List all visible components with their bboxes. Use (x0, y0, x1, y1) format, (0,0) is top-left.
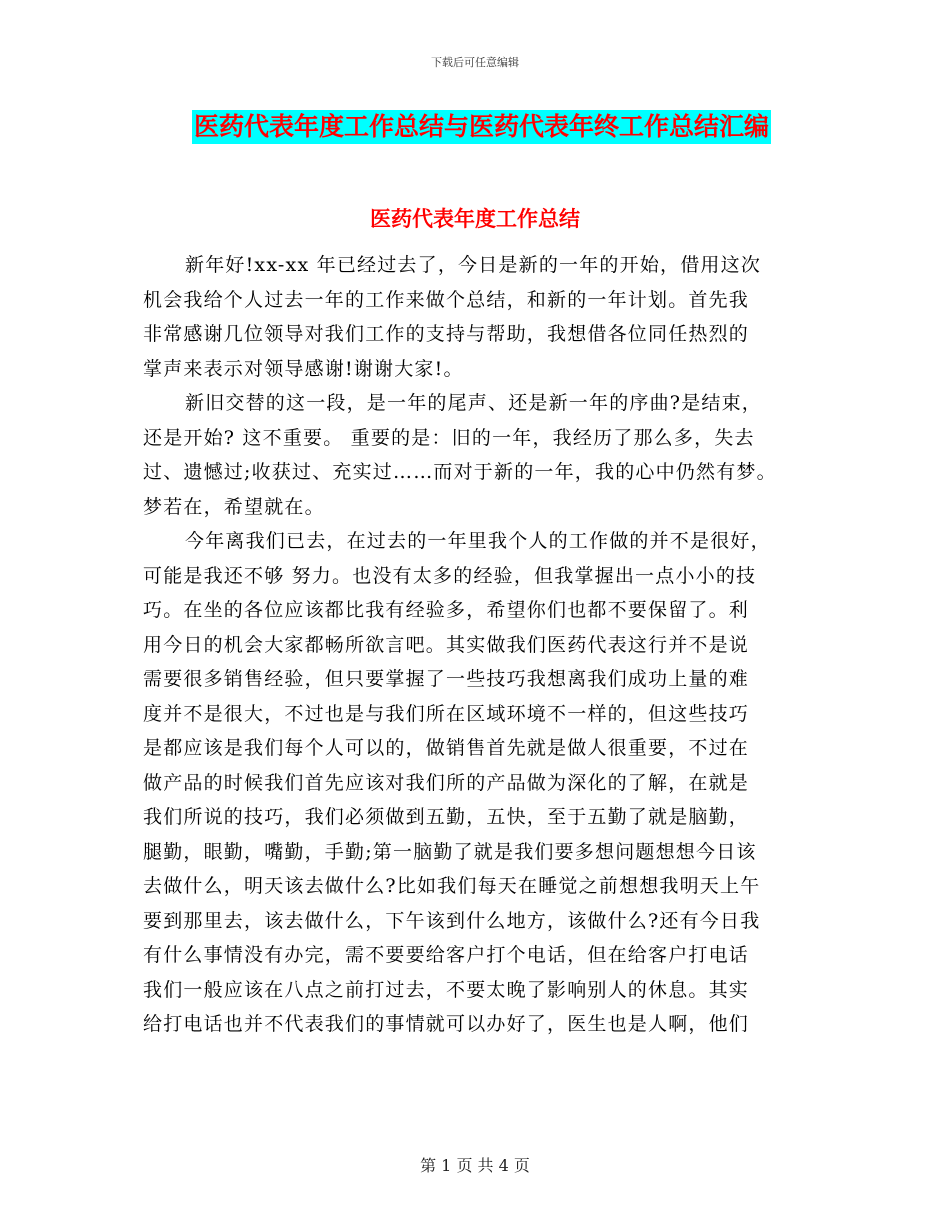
text-line: 需要很多销售经验，但只要掌握了一些技巧我想离我们成功上量的难 (143, 668, 750, 690)
text-line: 做产品的时候我们首先应该对我们所的产品做为深化的了解，在就是 (143, 771, 750, 794)
text-line: 今年离我们已去，在过去的一年里我个人的工作做的并不是很好， (185, 530, 771, 552)
text-line: 机会我给个人过去一年的工作来做个总结，和新的一年计划。首先我 (143, 288, 750, 311)
text-line: 还是开始? 这不重要。 重要的是：旧的一年，我经历了那么多，失去 (143, 426, 755, 449)
text-line: 非常感谢几位领导对我们工作的支持与帮助，我想借各位同任热烈的 (143, 323, 750, 345)
text-line: 掌声来表示对领导感谢!谢谢大家!。 (143, 357, 464, 380)
text-line: 可能是我还不够 努力。也没有太多的经验，但我掌握出一点小小的技 (143, 564, 757, 587)
paragraph-2 (143, 386, 833, 524)
page-footer: 第 1 页 共 4 页 (420, 1156, 530, 1175)
text-line: 度并不是很大，不过也是与我们所在区域环境不一样的，但这些技巧 (143, 702, 750, 725)
text-line: 过、遗憾过;收获过、充实过……而对于新的一年，我的心中仍然有梦。 (143, 461, 777, 483)
text-line: 我们一般应该在八点之前打过去，不要太晚了影响别人的休息。其实 (143, 978, 750, 1001)
paragraph-1 (143, 248, 833, 386)
text-line: 给打电话也并不代表我们的事情就可以办好了，医生也是人啊，他们 (143, 1013, 750, 1035)
text-line: 巧。在坐的各位应该都比我有经验多，希望你们也都不要保留了。利 (143, 599, 750, 621)
body-text (143, 248, 833, 1042)
paragraph-3 (143, 524, 833, 1042)
text-line: 我们所说的技巧，我们必须做到五勤，五快，至于五勤了就是脑勤， (143, 806, 750, 828)
text-line: 用今日的机会大家都畅所欲言吧。其实做我们医药代表这行并不是说 (143, 633, 750, 656)
section-title: 医药代表年度工作总结 (370, 207, 580, 231)
text-line: 腿勤，眼勤，嘴勤，手勤;第一脑勤了就是我们要多想问题想想今日该 (143, 840, 757, 863)
text-line: 去做什么，明天该去做什么?比如我们每天在睡觉之前想想我明天上午 (143, 875, 761, 897)
text-line: 新年好!xx-xx 年已经过去了，今日是新的一年的开始，借用这次 (185, 254, 762, 276)
main-title: 医药代表年度工作总结与医药代表年终工作总结汇编 (192, 110, 771, 144)
header-note: 下载后可任意编辑 (431, 56, 519, 69)
text-line: 梦若在，希望就在。 (143, 495, 325, 518)
text-line: 要到那里去，该去做什么，下午该到什么地方，该做什么?还有今日我 (143, 909, 761, 932)
text-line: 是都应该是我们每个人可以的，做销售首先就是做人很重要，不过在 (143, 737, 750, 759)
text-line: 有什么事情没有办完，需不要要给客户打个电话，但在给客户打电话 (143, 944, 750, 966)
text-line: 新旧交替的这一段，是一年的尾声、还是新一年的序曲?是结束， (185, 392, 762, 414)
